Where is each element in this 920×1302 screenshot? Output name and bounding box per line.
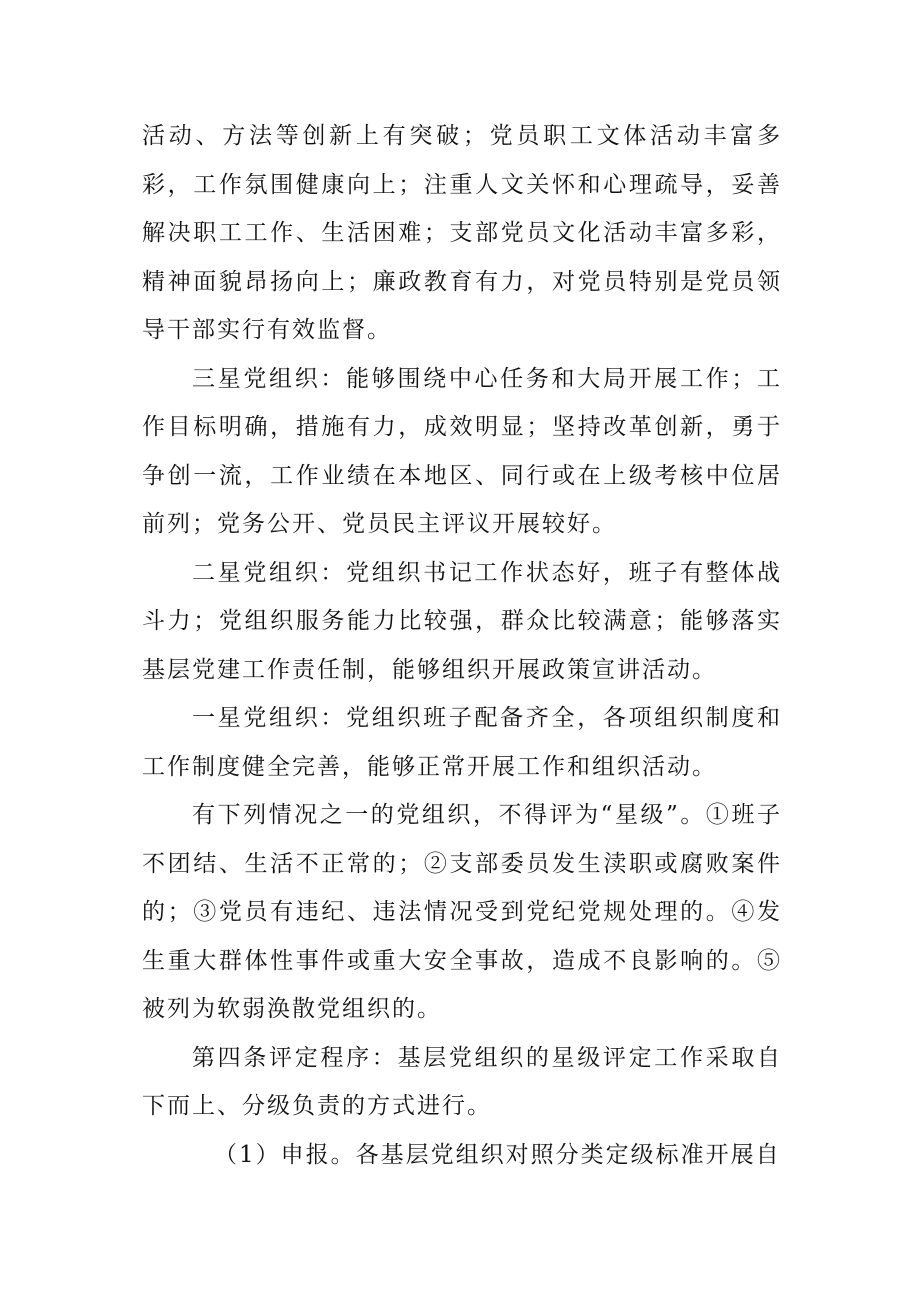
paragraph-activities: 活动、方法等创新上有突破；党员职工文体活动丰富多彩，工作氛围健康向上；注重人文关怀和心理疏导，妥善解决职工工作、生活困难；支部党员文化活动丰富多彩，精神面貌昂扬向上；廉政教育有力，对党员特别是党员领导干部实行有效监督。 — [142, 123, 782, 343]
paragraph-one-star: 一星党组织：党组织班子配备齐全，各项组织制度和工作制度健全完善，能够正常开展工作和组织活动。 — [142, 705, 782, 780]
document-page — [142, 112, 782, 1179]
paragraph-two-star: 二星党组织：党组织书记工作状态好，班子有整体战斗力；党组织服务能力比较强，群众比较满意；能够落实基层党建工作责任制，能够组织开展政策宣讲活动。 — [142, 559, 782, 683]
paragraph-declaration: （1）申报。各基层党组织对照分类定级标准开展自 — [214, 1141, 781, 1168]
paragraph-exclusions: 有下列情况之一的党组织，不得评为“星级”。①班子不团结、生活不正常的；②支部委员发生渎职或腐败案件的；③党员有违纪、违法情况受到党纪党规处理的。④发生重大群体性事件或重大安全事故，造成不良影响的。⑤被列为软弱涣散党组织的。 — [142, 802, 782, 1022]
paragraph-three-star: 三星党组织：能够围绕中心任务和大局开展工作；工作目标明确，措施有力，成效明显；坚持改革创新，勇于争创一流，工作业绩在本地区、同行或在上级考核中位居前列；党务公开、党员民主评议开展较好。 — [142, 365, 782, 537]
paragraph-article-four: 第四条评定程序：基层党组织的星级评定工作采取自下而上、分级负责的方式进行。 — [142, 1044, 782, 1119]
